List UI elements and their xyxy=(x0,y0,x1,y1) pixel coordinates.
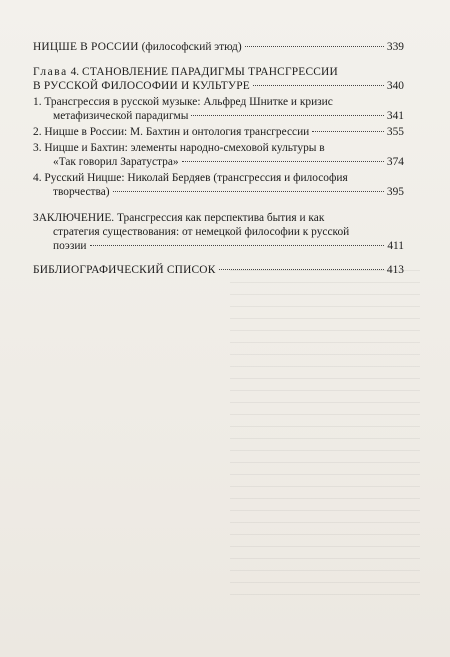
dot-leader xyxy=(245,46,384,47)
bibliography-title: БИБЛИОГРАФИЧЕСКИЙ СПИСОК xyxy=(33,264,216,276)
page-number: 413 xyxy=(386,264,404,276)
show-through-shadow xyxy=(230,270,420,600)
toc-section-4 xyxy=(33,171,404,199)
section-title-line1: 3. Ницше и Бахтин: элементы народно-смеховой культуры в xyxy=(33,142,325,154)
page-number: 374 xyxy=(386,156,404,168)
chapter-title-line2: В РУССКОЙ ФИЛОСОФИИ И КУЛЬТУРЕ xyxy=(33,80,250,92)
toc-section-1 xyxy=(33,95,404,123)
table-of-contents xyxy=(33,40,404,277)
dot-leader xyxy=(113,191,384,192)
section-title-line2: «Так говорил Заратустра» xyxy=(53,156,179,168)
conclusion-line2: стратегия существования: от немецкой философии к русской xyxy=(53,226,350,238)
dot-leader xyxy=(182,161,384,162)
section-title-line2: творчества) xyxy=(53,186,110,198)
toc-entry-chapter-4 xyxy=(33,65,404,93)
page-number: 339 xyxy=(386,41,404,53)
dot-leader xyxy=(90,245,385,246)
dot-leader xyxy=(219,269,384,270)
toc-section-3 xyxy=(33,141,404,169)
dot-leader xyxy=(253,85,384,86)
conclusion-line3: поэзии xyxy=(53,240,87,252)
chapter-title-line1: СТАНОВЛЕНИЕ ПАРАДИГМЫ ТРАНСГРЕССИИ xyxy=(82,66,338,78)
toc-entry-title-rest: (философский этюд) xyxy=(138,41,242,53)
page-number: 341 xyxy=(386,110,404,122)
toc-entry-title-caps: НИЦШЕ В РОССИИ xyxy=(33,41,139,53)
toc-entry-title xyxy=(33,40,242,54)
section-title-line2: метафизической парадигмы xyxy=(53,110,189,122)
chapter-number: 4. xyxy=(67,66,83,78)
page-number: 395 xyxy=(386,186,404,198)
conclusion-line1: ЗАКЛЮЧЕНИЕ. Трансгрессия как перспектива бытия и как xyxy=(33,212,325,224)
dot-leader xyxy=(312,131,384,132)
toc-entry-nietzsche-in-russia xyxy=(33,40,404,54)
chapter-label: Глава xyxy=(33,66,68,78)
page-number: 411 xyxy=(387,240,404,252)
page-number: 355 xyxy=(386,126,404,138)
section-title: 2. Ницше в России: М. Бахтин и онтология трансгрессии xyxy=(33,126,310,138)
toc-section-2 xyxy=(33,125,404,139)
section-title-line1: 4. Русский Ницше: Николай Бердяев (трансгрессия и философия xyxy=(33,172,348,184)
toc-entry-conclusion xyxy=(33,211,404,253)
section-title-line1: 1. Трансгрессия в русской музыке: Альфред Шнитке и кризис xyxy=(33,96,333,108)
chapter-heading-line1 xyxy=(33,65,404,79)
dot-leader xyxy=(191,115,384,116)
page-number: 340 xyxy=(386,80,404,92)
toc-entry-bibliography xyxy=(33,263,404,277)
